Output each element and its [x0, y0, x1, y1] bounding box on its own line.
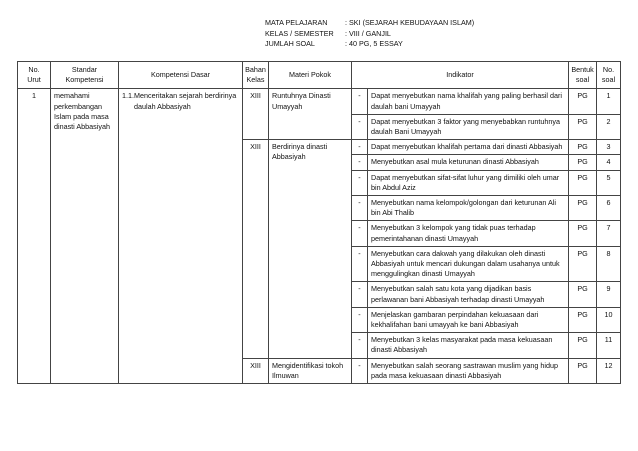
- bullet-dash: -: [352, 221, 368, 246]
- no-soal-cell: 8: [597, 246, 621, 282]
- indikator-cell: Menyebutkan salah satu kota yang dijadikan basis perlawanan bani Abbasiyah terhadap dinasti Umayyah: [368, 282, 569, 307]
- bentuk-soal-cell: PG: [569, 246, 597, 282]
- bentuk-soal-cell: PG: [569, 170, 597, 195]
- no-soal-cell: 6: [597, 196, 621, 221]
- indikator-cell: Menyebutkan 3 kelas masyarakat pada masa kekuasaan dinasti Abbasiyah: [368, 333, 569, 358]
- col-bahan-kelas: Bahan Kelas: [243, 62, 269, 89]
- bentuk-soal-cell: PG: [569, 89, 597, 114]
- header-row-count: [265, 39, 474, 50]
- materi-pokok-cell: Runtuhnya Dinasti Umayyah: [269, 89, 352, 140]
- bullet-dash: -: [352, 358, 368, 383]
- bentuk-soal-cell: PG: [569, 307, 597, 332]
- col-kompetensi-dasar: Kompetensi Dasar: [119, 62, 243, 89]
- col-indikator: Indikator: [352, 62, 569, 89]
- table-row: [18, 89, 621, 114]
- col-bentuk-soal: Bentuk soal: [569, 62, 597, 89]
- no-soal-cell: 3: [597, 140, 621, 155]
- bentuk-soal-cell: PG: [569, 114, 597, 139]
- no-urut-cell: 1: [18, 89, 51, 384]
- no-soal-cell: 2: [597, 114, 621, 139]
- bullet-dash: -: [352, 333, 368, 358]
- indikator-cell: Dapat menyebutkan sifat-sifat luhur yang dimiliki oleh umar bin Abdul Aziz: [368, 170, 569, 195]
- kompetensi-dasar-cell: [119, 89, 243, 384]
- bullet-dash: -: [352, 155, 368, 170]
- materi-pokok-cell: Mengidentifikasi tokoh Ilmuwan: [269, 358, 352, 383]
- bahan-kelas-cell: XIII: [243, 140, 269, 358]
- no-soal-cell: 1: [597, 89, 621, 114]
- col-standar-kompetensi: Standar Kompetensi: [51, 62, 119, 89]
- document-header: [265, 18, 474, 50]
- col-no-soal: No. soal: [597, 62, 621, 89]
- indikator-cell: Dapat menyebutkan khalifah pertama dari dinasti Abbasiyah: [368, 140, 569, 155]
- no-soal-cell: 4: [597, 155, 621, 170]
- bentuk-soal-cell: PG: [569, 333, 597, 358]
- indikator-cell: Dapat menyebutkan nama khalifah yang paling berhasil dari daulah bani Umayyah: [368, 89, 569, 114]
- header-value: : 40 PG, 5 ESSAY: [345, 39, 403, 48]
- bullet-dash: -: [352, 246, 368, 282]
- no-soal-cell: 10: [597, 307, 621, 332]
- indikator-cell: Menyebutkan salah seorang sastrawan muslim yang hidup pada masa kekuasaan dinasti Abbasiyah: [368, 358, 569, 383]
- header-value: : VIII / GANJIL: [345, 28, 391, 38]
- bullet-dash: -: [352, 140, 368, 155]
- bullet-dash: -: [352, 89, 368, 114]
- indikator-cell: Menjelaskan gambaran perpindahan kekuasaan dari kekhalifahan bani umayyah ke bani Abbasiyah: [368, 307, 569, 332]
- header-row-subject: [265, 18, 474, 29]
- bullet-dash: -: [352, 170, 368, 195]
- kd-text: Menceritakan sejarah berdirinya daulah Abbasiyah: [134, 91, 237, 111]
- no-soal-cell: 12: [597, 358, 621, 383]
- bullet-dash: -: [352, 196, 368, 221]
- kd-number: 1.1.: [122, 91, 134, 101]
- no-soal-cell: 5: [597, 170, 621, 195]
- header-key: JUMLAH SOAL: [265, 39, 315, 48]
- bentuk-soal-cell: PG: [569, 196, 597, 221]
- indikator-cell: Menyebutkan asal mula keturunan dinasti Abbasiyah: [368, 155, 569, 170]
- indikator-cell: Menyebutkan 3 kelompok yang tidak puas terhadap pemerintahanan dinasti Umayyah: [368, 221, 569, 246]
- col-materi-pokok: Materi Pokok: [269, 62, 352, 89]
- header-key: KELAS / SEMESTER: [265, 28, 334, 38]
- header-value: : SKI (SEJARAH KEBUDAYAAN ISLAM): [345, 18, 475, 27]
- col-no-urut: No. Urut: [18, 62, 51, 89]
- materi-pokok-cell: Berdirinya dinasti Abbasiyah: [269, 140, 352, 358]
- no-soal-cell: 7: [597, 221, 621, 246]
- bentuk-soal-cell: PG: [569, 155, 597, 170]
- bahan-kelas-cell: XIII: [243, 358, 269, 383]
- bentuk-soal-cell: PG: [569, 358, 597, 383]
- header-key: MATA PELAJARAN: [265, 18, 328, 27]
- indikator-cell: Menyebutkan cara dakwah yang dilakukan oleh dinasti Abbasiyah untuk mencari dukungan dalam usahanya untuk menggulingkan dinasti Umayyah: [368, 246, 569, 282]
- table-header-row: [18, 62, 621, 89]
- bentuk-soal-cell: PG: [569, 282, 597, 307]
- no-soal-cell: 9: [597, 282, 621, 307]
- bullet-dash: -: [352, 307, 368, 332]
- bullet-dash: -: [352, 114, 368, 139]
- bentuk-soal-cell: PG: [569, 140, 597, 155]
- indikator-cell: Menyebutkan nama kelompok/golongan dari keturunan Ali bin Abi Thalib: [368, 196, 569, 221]
- kisi-kisi-table: [17, 61, 621, 384]
- bullet-dash: -: [352, 282, 368, 307]
- indikator-cell: Dapat menyebutkan 3 faktor yang menyebabkan runtuhnya daulah Bani Umayyah: [368, 114, 569, 139]
- bahan-kelas-cell: XIII: [243, 89, 269, 140]
- bentuk-soal-cell: PG: [569, 221, 597, 246]
- no-soal-cell: 11: [597, 333, 621, 358]
- standar-kompetensi-cell: memahami perkembangan Islam pada masa dinasti Abbasiyah: [51, 89, 119, 384]
- header-row-class: [265, 29, 474, 40]
